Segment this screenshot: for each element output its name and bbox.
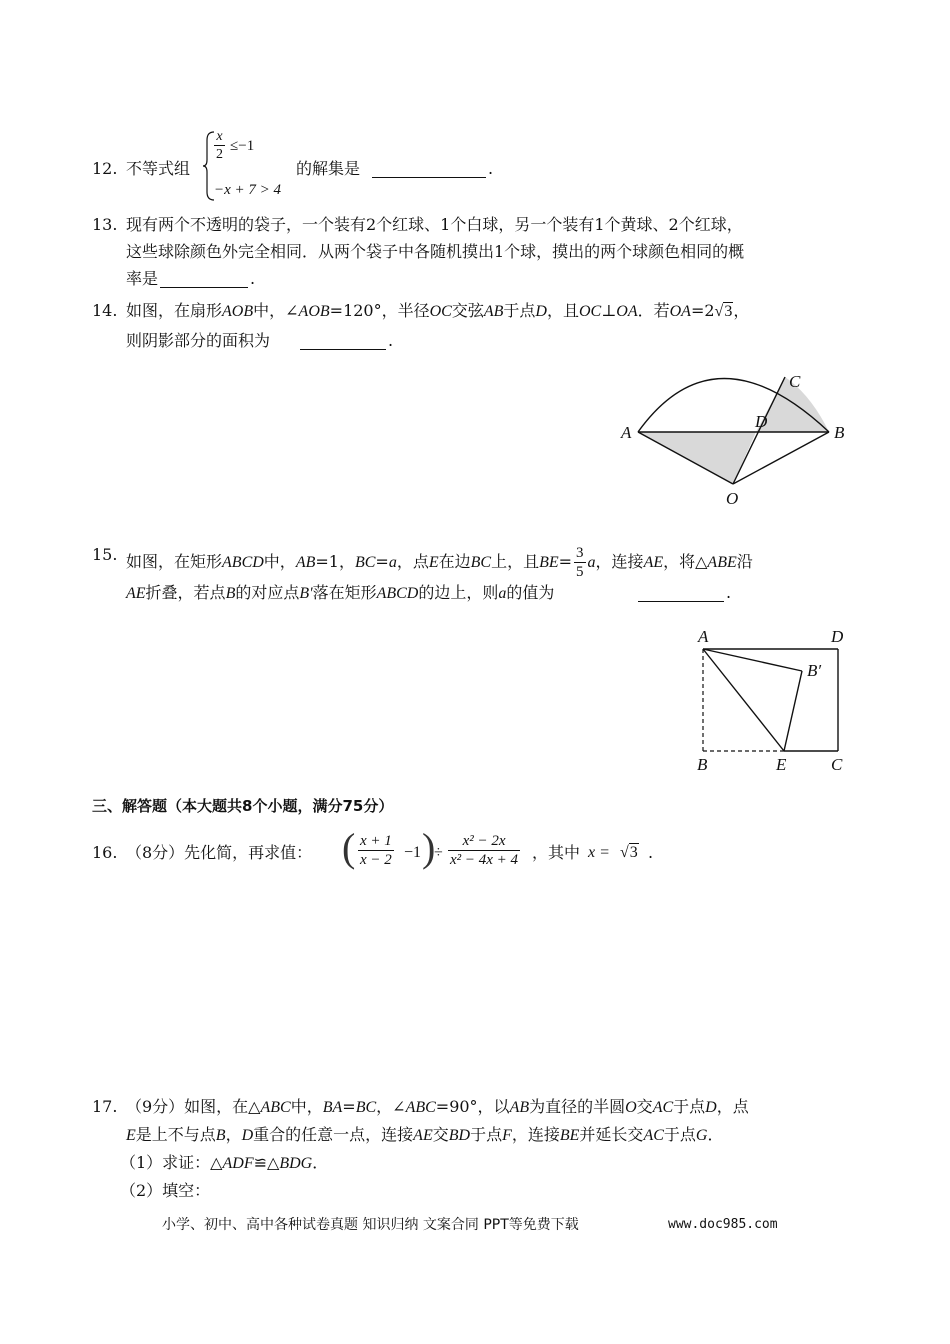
q13-end: .	[250, 269, 256, 288]
q17-t3: 中，	[290, 1097, 323, 1116]
q15-t5: =1，	[315, 552, 355, 571]
q13-answer-blank[interactable]	[160, 271, 248, 288]
q17-t5: =	[342, 1097, 356, 1116]
q17-t11: 为直径的半圆	[529, 1097, 626, 1116]
q16-sqrt: √3	[620, 844, 638, 861]
q17-u14: 并延长交	[579, 1125, 644, 1144]
q14-shade-triangle	[638, 432, 756, 484]
q17-u3: B	[215, 1127, 226, 1144]
q17-t8: ABC	[405, 1099, 436, 1116]
q17-s5: ．	[312, 1153, 329, 1172]
q15-u7: ABCD	[376, 585, 419, 602]
q13-number: 13.	[92, 215, 118, 234]
q15-u8: 的边上，则	[418, 583, 499, 602]
q12-ineq1-num: x	[214, 128, 225, 146]
q14-t10: D	[535, 303, 547, 320]
q15-u10: 的值为	[506, 583, 555, 602]
question-16	[92, 826, 892, 882]
q16-minus-one: −1	[404, 844, 422, 861]
q14-line2-prefix: 则阴影部分的面积为	[126, 331, 271, 350]
q14-t8: AB	[483, 303, 504, 320]
question-17	[92, 1096, 892, 1206]
q15-t16: ，连接	[595, 552, 644, 571]
section-3-heading: 三、解答题（本大题共8个小题，满分75分）	[92, 797, 394, 815]
q17-u15: AC	[643, 1127, 664, 1144]
q12-ineq1-fraction	[214, 128, 225, 163]
q15-u6: 落在矩形	[312, 583, 377, 602]
q15-t15: =	[558, 552, 573, 571]
q16-prefix: （8分）先化简，再求值：	[126, 843, 313, 862]
q13-line2: 这些球除颜色外完全相同．从两个袋子中各随机摸出1个球，摸出的两个球颜色相同的概	[126, 242, 745, 261]
q14-figure	[615, 365, 860, 515]
q14-t3: 中，∠	[253, 301, 299, 320]
q17-t4: BA	[322, 1099, 343, 1116]
q15-t8: a	[388, 554, 397, 571]
q15-t20: 沿	[736, 552, 753, 571]
q13-line3-prefix: 率是	[126, 269, 159, 288]
q15-end: .	[726, 583, 732, 602]
q16-f1-num: x + 1	[360, 833, 392, 849]
q14-t5: =120°，半径	[329, 301, 430, 320]
q14-label-A: A	[621, 423, 632, 442]
q15-t2: ABCD	[222, 554, 264, 571]
q15-fraction	[574, 544, 586, 581]
q15-t12: BC	[470, 554, 492, 571]
q14-t2: AOB	[222, 303, 254, 320]
q12-number: 12.	[92, 159, 118, 178]
q15-u3: B	[225, 585, 236, 602]
q16-number: 16.	[92, 843, 118, 862]
q15-t4: AB	[295, 554, 316, 571]
q14-t12: OC	[579, 303, 602, 320]
q15-t10: E	[428, 554, 439, 571]
q17-line1	[126, 1096, 749, 1119]
q15-t19: ABE	[707, 554, 737, 571]
q14-t17: =2	[690, 301, 715, 320]
q17-u17: G	[695, 1127, 708, 1144]
q12-end: .	[488, 159, 494, 178]
q15-line1	[126, 544, 753, 581]
q17-u5: D	[241, 1127, 254, 1144]
q15-u1: AE	[126, 585, 146, 602]
q17-u4: ，	[225, 1125, 242, 1144]
q14-t19: ，	[733, 301, 750, 320]
q15-answer-blank[interactable]	[638, 585, 724, 602]
q17-sub1	[120, 1152, 328, 1175]
q17-u10: 于点	[470, 1125, 503, 1144]
q15-label-C: C	[831, 755, 843, 774]
q15-fold-BpE	[784, 671, 802, 751]
q15-t6: BC	[354, 554, 376, 571]
q17-s1: （1）求证：△	[120, 1153, 223, 1172]
q15-t9: ，点	[396, 552, 429, 571]
q17-line2	[126, 1124, 723, 1147]
q16-div: ÷	[434, 844, 443, 861]
q15-label-A: A	[698, 627, 709, 646]
q15-label-B: B	[697, 755, 708, 774]
question-13	[92, 214, 892, 294]
q14-answer-blank[interactable]	[300, 333, 386, 350]
q15-number: 15.	[92, 545, 118, 564]
q17-u9: BD	[448, 1127, 471, 1144]
q14-t11: ，且	[546, 301, 579, 320]
q17-u7: AE	[413, 1127, 433, 1144]
q16-mid: ，其中	[532, 843, 581, 862]
q15-label-E: E	[776, 755, 787, 774]
q12-ineq1-rest: ≤−1	[230, 138, 255, 154]
q16-sqrt-radicand: 3	[629, 844, 638, 861]
q15-u9: a	[498, 585, 507, 602]
q12-suffix: 的解集是	[296, 159, 361, 178]
q16-fraction-2	[448, 832, 520, 869]
q15-frac-den: 5	[576, 564, 584, 580]
q17-u8: 交	[432, 1125, 449, 1144]
q12-ineq2: −x + 7 > 4	[214, 182, 282, 198]
q17-sub2: （2）填空：	[120, 1181, 211, 1200]
q16-left-paren: (	[342, 825, 356, 870]
q15-t17: AE	[643, 554, 664, 571]
q15-t11: 在边	[438, 552, 471, 571]
q16-fraction-1	[358, 832, 394, 869]
q15-u4: 的对应点	[235, 583, 300, 602]
question-14	[92, 300, 892, 356]
q16-f2-num: x² − 2x	[448, 832, 520, 851]
q14-label-D: D	[755, 412, 768, 431]
q17-u18: ．	[707, 1125, 724, 1144]
q15-t14: BE	[539, 554, 559, 571]
q17-u1: E	[126, 1127, 136, 1144]
q17-t15: 于点	[673, 1097, 706, 1116]
q14-t14: OA	[616, 303, 638, 320]
q17-t17: ，点	[716, 1097, 749, 1116]
q16-right-paren: )	[422, 825, 436, 870]
q17-t1: （9分）如图，在△	[126, 1097, 261, 1116]
q15-t7: =	[375, 552, 389, 571]
q15-label-Bp: B′	[807, 661, 822, 680]
q15-t13: 上，且	[491, 552, 540, 571]
q14-t13: ⊥	[601, 301, 617, 320]
q15-u2: 折叠，若点	[145, 583, 226, 602]
q15-frac-num: 3	[576, 545, 584, 561]
q14-number: 14.	[92, 301, 118, 320]
q17-t9: =90°，以	[435, 1097, 510, 1116]
q14-t1: 如图，在扇形	[126, 301, 223, 320]
q14-sqrt: √3	[714, 303, 733, 320]
q14-label-O: O	[726, 489, 739, 508]
q17-u11: F	[502, 1127, 512, 1144]
footer-text: 小学、初中、高中各种试卷真题 知识归纳 文案合同 PPT等免费下载	[162, 1217, 579, 1233]
q15-t18: ，将△	[663, 552, 708, 571]
q14-t9: 于点	[503, 301, 536, 320]
q17-t12: O	[625, 1099, 637, 1116]
q14-t4: AOB	[298, 303, 330, 320]
q15-label-D: D	[831, 627, 844, 646]
q12-answer-blank[interactable]	[372, 161, 486, 178]
q16-f2-den: x² − 4x + 4	[450, 852, 519, 868]
question-15	[92, 536, 892, 612]
q14-label-B: B	[834, 423, 845, 442]
footer-url[interactable]: www.doc985.com	[668, 1217, 778, 1232]
question-12	[92, 128, 872, 208]
q16-f1-den: x − 2	[360, 852, 392, 868]
q17-u16: 于点	[663, 1125, 696, 1144]
q15-figure	[690, 625, 860, 775]
q17-t16: D	[705, 1099, 717, 1116]
q15-frac-var: a	[587, 554, 596, 571]
q17-number: 17.	[92, 1097, 118, 1116]
q15-t3: 中，	[263, 552, 296, 571]
q16-end: .	[648, 843, 654, 862]
q17-u6: 重合的任意一点，连接	[253, 1125, 414, 1144]
q14-line1	[126, 300, 749, 323]
q14-sqrt-radicand: 3	[724, 303, 733, 320]
q17-t7: ，∠	[376, 1097, 406, 1116]
q14-t7: 交弦	[451, 301, 484, 320]
q17-t13: 交	[636, 1097, 653, 1116]
q17-u2: 是上不与点	[135, 1125, 216, 1144]
q17-t10: AB	[509, 1099, 530, 1116]
q15-u5: B'	[299, 585, 313, 602]
q12-prefix: 不等式组	[126, 159, 191, 178]
q12-ineq1-den: 2	[216, 147, 223, 162]
q14-t15: ．若	[637, 301, 670, 320]
q14-label-C: C	[789, 372, 801, 391]
q17-s3: ≌△	[253, 1153, 280, 1172]
q14-t6: OC	[429, 303, 452, 320]
q16-x-eq: x =	[588, 844, 610, 861]
q17-u12: ，连接	[511, 1125, 560, 1144]
q14-t16: OA	[669, 303, 691, 320]
q17-t14: AC	[652, 1099, 674, 1116]
q17-s4: BDG	[279, 1155, 313, 1172]
q17-s2: ADF	[222, 1155, 254, 1172]
q15-t1: 如图，在矩形	[126, 552, 223, 571]
q17-t6: BC	[355, 1099, 377, 1116]
q13-line1: 现有两个不透明的袋子，一个装有2个红球、1个白球，另一个装有1个黄球、2个红球，	[126, 215, 743, 234]
q17-u13: BE	[559, 1127, 580, 1144]
q14-end: .	[388, 331, 394, 350]
q15-line2	[126, 582, 554, 605]
q17-t2: ABC	[260, 1099, 291, 1116]
